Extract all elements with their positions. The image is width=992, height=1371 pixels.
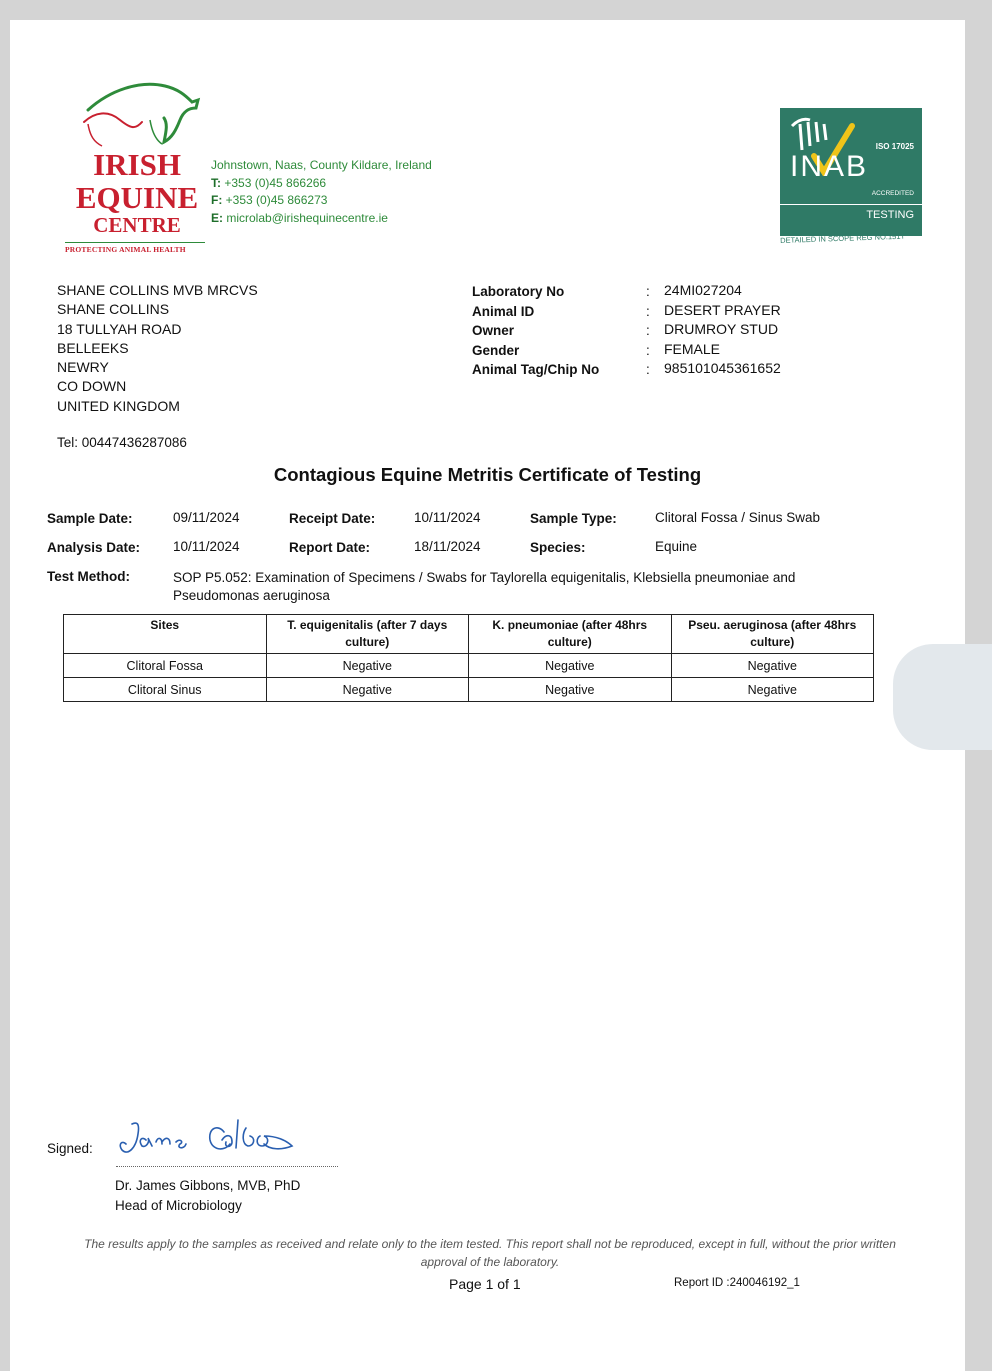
inab-brand: INAB <box>790 150 869 183</box>
test-method-label: Test Method: <box>47 569 130 584</box>
lab-info-labels <box>472 282 599 380</box>
sample-date-label: Sample Date: <box>47 511 133 526</box>
header-pseu-aeruginosa: Pseu. aeruginosa (after 48hrs culture) <box>671 615 874 654</box>
recipient-line: CO DOWN <box>57 378 127 395</box>
recipient-line: NEWRY <box>57 359 109 376</box>
logo-tagline: PROTECTING ANIMAL HEALTH <box>65 242 205 254</box>
label-laboratory-no: Laboratory No <box>472 284 565 299</box>
report-date-value: 18/11/2024 <box>414 539 481 554</box>
logo-text-irish: IRISH <box>93 147 181 182</box>
test-method-value: SOP P5.052: Examination of Specimens / Swabs for Taylorella equigenitalis, Klebsiella pneumoniae and Pseudomonas aeruginosa <box>173 570 796 603</box>
inab-divider <box>780 204 922 205</box>
recipient-line: BELLEEKS <box>57 339 129 356</box>
handwritten-signature <box>114 1114 314 1164</box>
label-chip-no: Animal Tag/Chip No <box>472 362 600 377</box>
report-date-label: Report Date: <box>289 540 371 555</box>
lab-fax: F: +353 (0)45 866273 <box>211 193 328 207</box>
header-k-pneumoniae: K. pneumoniae (after 48hrs culture) <box>469 615 672 654</box>
table-cell: Negative <box>266 678 469 702</box>
logo-text-centre: CENTRE <box>93 213 181 237</box>
disclaimer: The results apply to the samples as received and relate only to the item tested. This report shall not be reproduced, except in full, without the prior written approval of the laboratory. <box>84 1237 896 1269</box>
receipt-date-label: Receipt Date: <box>289 511 376 526</box>
contact-block <box>211 157 432 227</box>
signatory-role: Head of Microbiology <box>115 1197 242 1213</box>
species-value: Equine <box>655 539 698 554</box>
table-row <box>64 678 874 702</box>
table-header-row <box>64 615 874 654</box>
recipient-line: SHANE COLLINS <box>57 301 170 318</box>
lab-address: Johnstown, Naas, County Kildare, Ireland <box>211 158 432 172</box>
table-cell: Negative <box>671 678 874 702</box>
sample-type-label: Sample Type: <box>530 511 617 526</box>
label-animal-id: Animal ID <box>472 303 535 319</box>
sample-type-value: Clitoral Fossa / Sinus Swab <box>655 510 821 525</box>
inab-accredited: ACCREDITED <box>871 190 914 197</box>
recipient-tel: Tel: 00447436287086 <box>57 435 187 450</box>
table-cell: Negative <box>469 678 672 702</box>
lab-info-values <box>664 281 781 379</box>
header-t-equigenitalis: T. equigenitalis (after 7 days culture) <box>266 615 469 654</box>
recipient-address <box>57 281 258 416</box>
recipient-line: UNITED KINGDOM <box>57 397 180 414</box>
report-id: Report ID :240046192_1 <box>674 1277 800 1289</box>
signatory <box>115 1176 300 1215</box>
signed-label: Signed: <box>47 1141 93 1156</box>
lab-info-separators: : : : : : <box>646 284 650 377</box>
label-gender: Gender <box>472 342 520 358</box>
analysis-date-label: Analysis Date: <box>47 540 141 555</box>
value-laboratory-no: 24MI027204 <box>664 282 742 298</box>
results-table <box>63 614 874 702</box>
table-cell: Negative <box>266 654 469 678</box>
logo-text-equine: EQUINE <box>75 180 199 215</box>
value-gender: FEMALE <box>664 340 721 357</box>
value-owner: DRUMROY STUD <box>664 321 779 337</box>
value-chip-no: 985101045361652 <box>664 360 781 376</box>
table-row <box>64 654 874 678</box>
signatory-name: Dr. James Gibbons, MVB, PhD <box>115 1178 301 1193</box>
side-pull-tab[interactable] <box>893 644 992 750</box>
analysis-date-value: 10/11/2024 <box>173 539 240 554</box>
species-label: Species: <box>530 540 586 555</box>
inab-scope: DETAILED IN SCOPE REG NO.151T <box>780 231 906 245</box>
lab-phone: T: +353 (0)45 866266 <box>211 175 327 190</box>
certificate-title: Contagious Equine Metritis Certificate of Testing <box>273 464 702 485</box>
header-sites: Sites <box>64 615 267 654</box>
page-number: Page 1 of 1 <box>449 1276 521 1292</box>
table-cell: Negative <box>671 654 874 678</box>
certificate-page <box>10 20 965 1371</box>
signature-line <box>116 1166 338 1167</box>
recipient-line: 18 TULLYAH ROAD <box>57 320 182 337</box>
inab-iso: ISO 17025 <box>875 142 914 151</box>
sample-date-value: 09/11/2024 <box>173 510 240 525</box>
label-owner: Owner <box>472 323 515 338</box>
recipient-line: SHANE COLLINS MVB MRCVS <box>57 282 258 298</box>
inab-testing: TESTING <box>866 209 914 221</box>
receipt-date-value: 10/11/2024 <box>414 510 481 525</box>
table-cell: Clitoral Fossa <box>64 654 267 678</box>
table-cell: Negative <box>469 654 672 678</box>
inab-accreditation-badge <box>780 108 922 236</box>
value-animal-id: DESERT PRAYER <box>664 301 781 318</box>
lab-email[interactable]: E: microlab@irishequinecentre.ie <box>211 210 388 225</box>
table-cell: Clitoral Sinus <box>64 678 267 702</box>
